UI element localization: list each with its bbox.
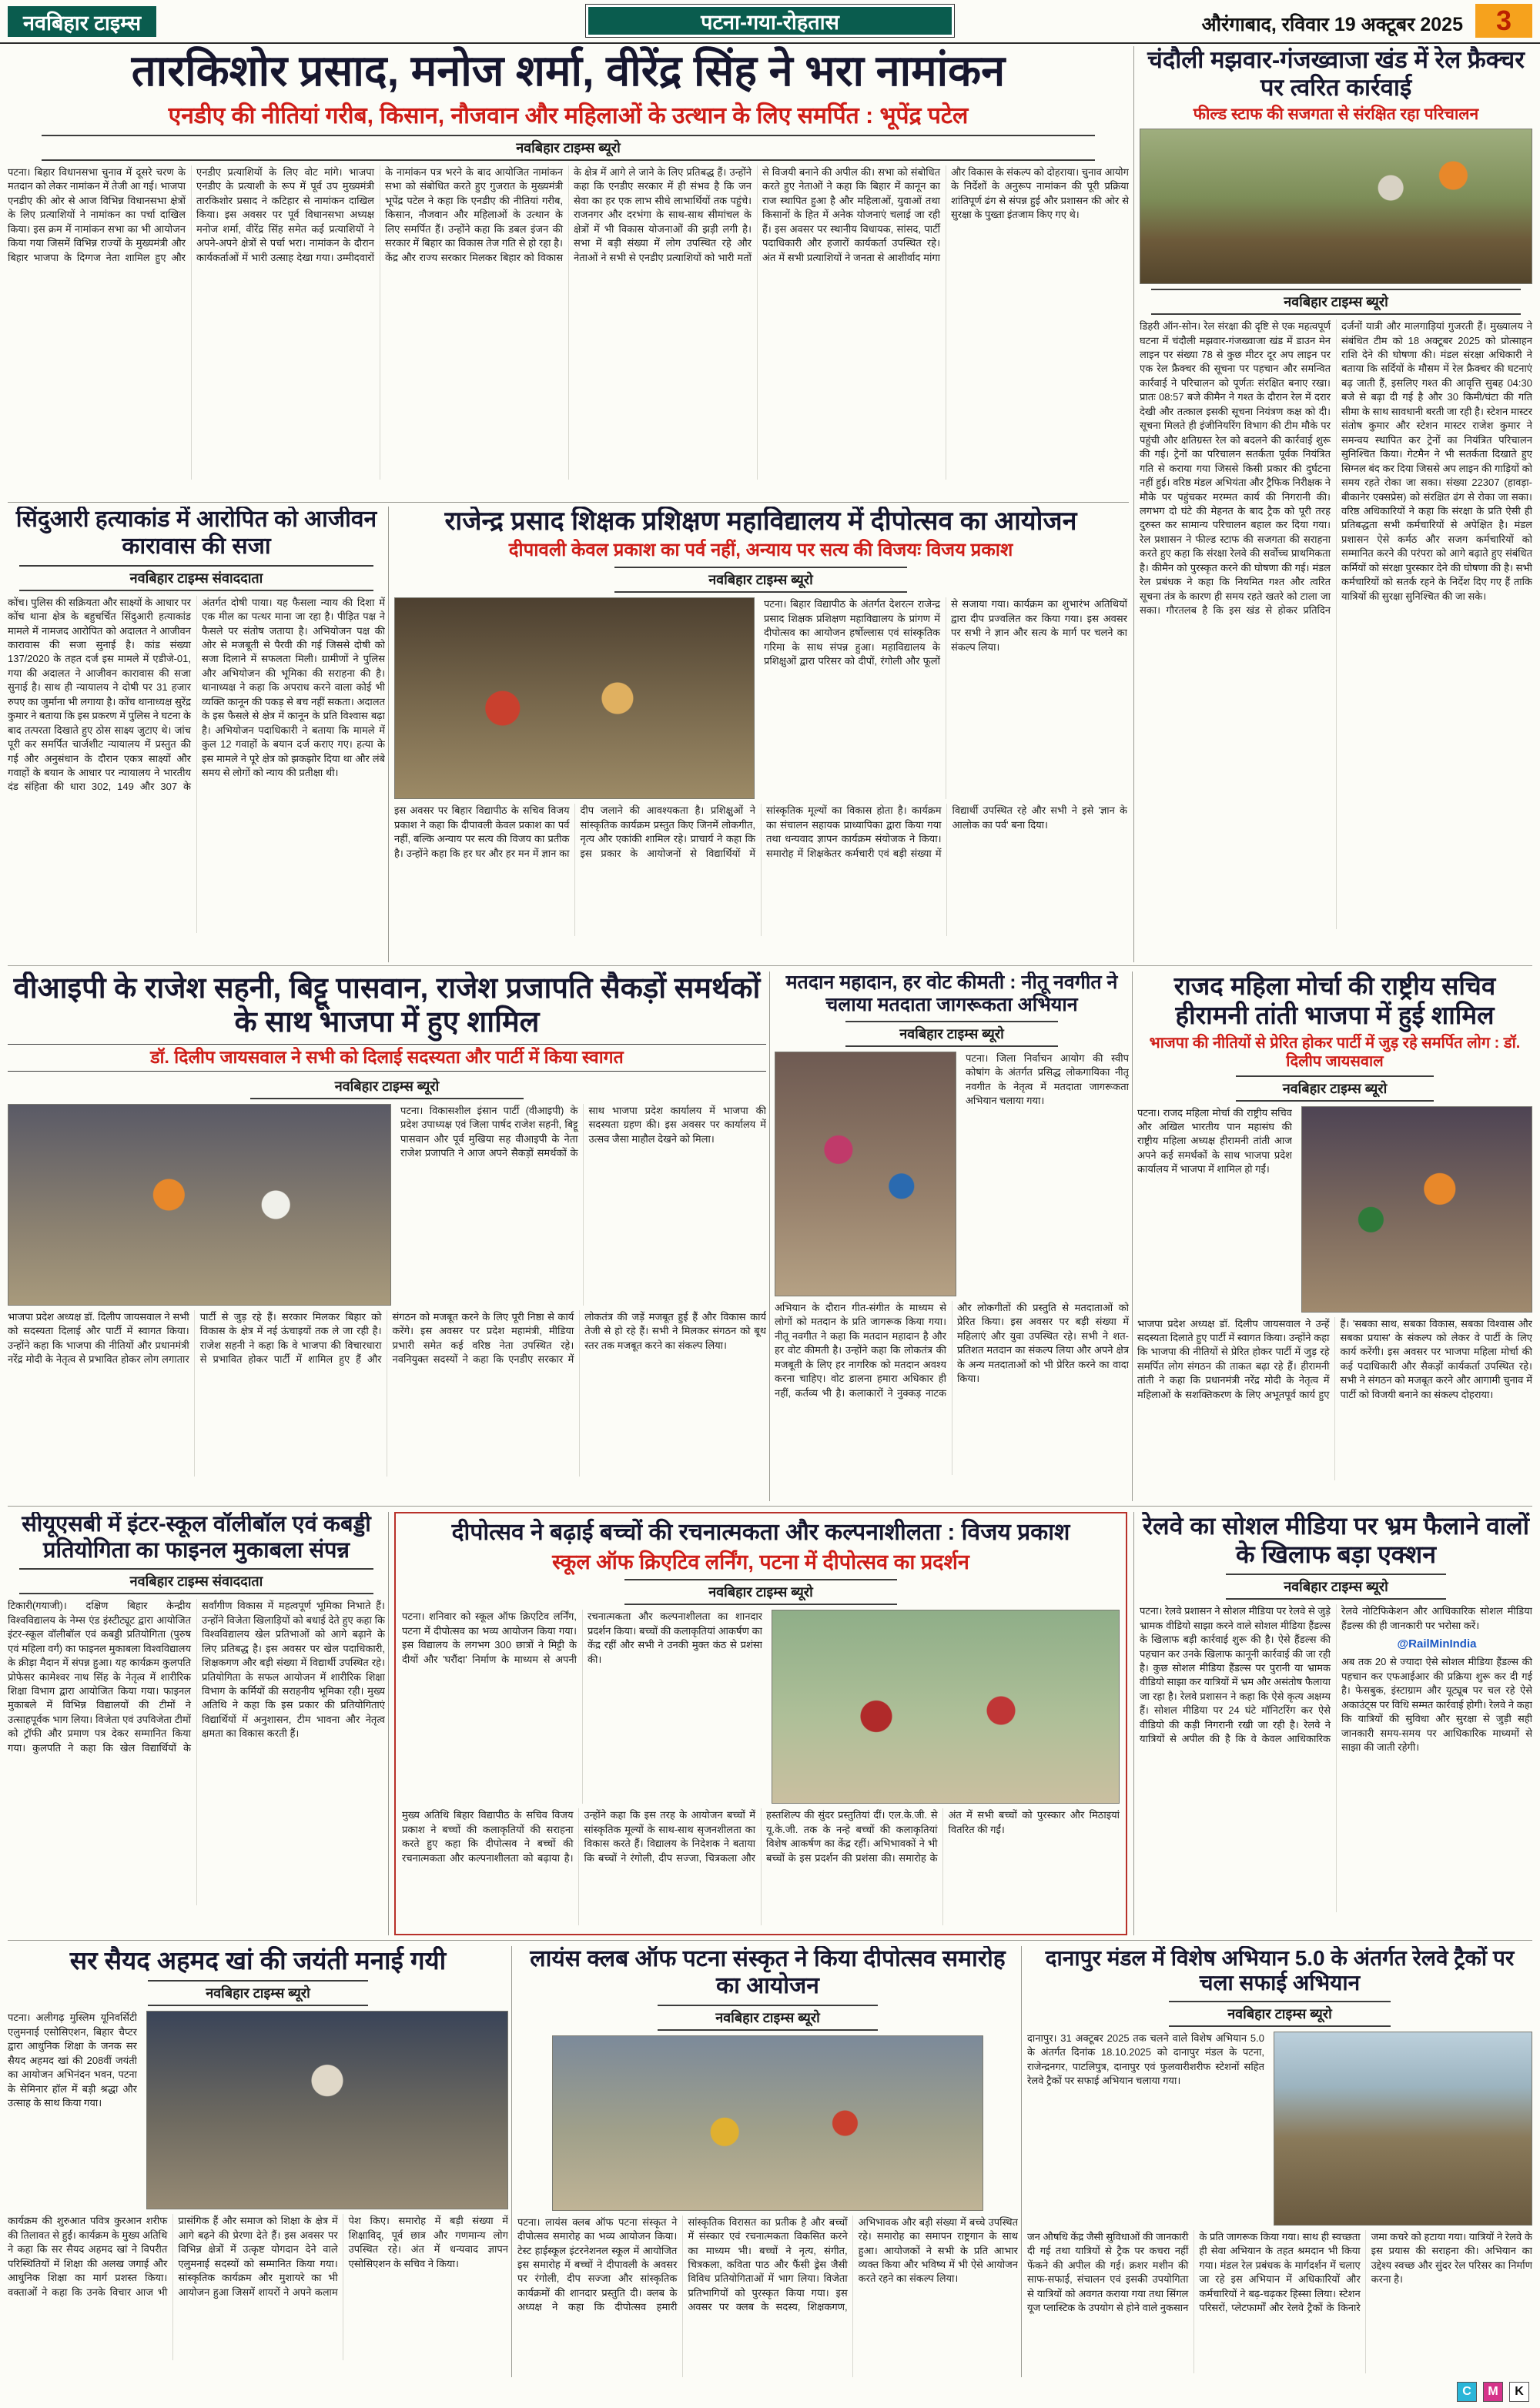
divider	[1133, 46, 1134, 962]
divider	[8, 1506, 1532, 1507]
photo-sir-syed-event	[146, 2011, 508, 2209]
college-body-below: इस अवसर पर बिहार विद्यापीठ के सचिव विजय प्रकाश ने कहा कि दीपावली केवल प्रकाश का पर्व नहीं, बल्कि अन्याय पर सत्य की विजय का प्रतीक है। उन्होंने कहा कि हर घर और हर मन में ज्ञान का दीप जलाने की आवश्यकता है। प्रशिक्षुओं ने सांस्कृतिक कार्यक्रम प्रस्तुत किए जिनमें लोकगीत, नृत्य और एकांकी शामिल रहे। प्राचार्य ने कहा कि इस प्रकार के आयोजनों से विद्यार्थियों में सांस्कृतिक मूल्यों का विकास होता है। कार्यक्रम का संचालन सहायक प्राध्यापिका द्वारा किया गया तथा धन्यवाद ज्ञापन कार्यक्रम संयोजक ने किया। समारोह में शिक्षकेतर कर्मचारी एवं बड़ी संख्या में विद्यार्थी उपस्थित रहे और सभी ने इसे 'ज्ञान के आलोक का पर्व' बना दिया।	[394, 804, 1127, 859]
rail-byline: नवबिहार टाइम्स ब्यूरो	[1151, 289, 1520, 315]
divider	[8, 965, 1532, 966]
lions-byline: नवबिहार टाइम्स ब्यूरो	[658, 2005, 878, 2031]
edition-title: पटना-गया-रोहतास	[588, 7, 952, 35]
college-headline: राजेन्द्र प्रसाद शिक्षक प्रशिक्षण महाविद्यालय में दीपोत्सव का आयोजन	[444, 507, 1077, 536]
photo-danapur-track	[1274, 2032, 1532, 2226]
photo-rail-fracture	[1140, 129, 1532, 284]
creative-body-below: मुख्य अतिथि बिहार विद्यापीठ के सचिव विजय प्रकाश ने बच्चों की कलाकृतियों की सराहना करते हुए कहा कि दीपोत्सव ने बच्चों की रचनात्मकता और कल्पनाशीलता को बढ़ाया है। उन्होंने कहा कि इस तरह के आयोजन बच्चों में सांस्कृतिक मूल्यों के साथ-साथ सृजनशीलता का विकास करते हैं। विद्यालय के निदेशक ने बताया कि बच्चों ने रंगोली, दीप सज्जा, चित्रकला और हस्तशिल्प की सुंदर प्रस्तुतियां दीं। एल.के.जी. से यू.के.जी. तक के नन्हे बच्चों की कलाकृतियां विशेष आकर्षण का केंद्र रहीं। अभिभावकों ने भी बच्चों के इस प्रदर्शन की प्रशंसा की। समारोह के अंत में सभी बच्चों को पुरस्कार और मिठाइयां वितरित की गईं।	[402, 1809, 1120, 1864]
sirsyed-headline: सर सैयद अहमद खां की जयंती मनाई गयी	[69, 1946, 447, 1975]
rail-body: डिहरी ऑन-सोन। रेल संरक्षा की दृष्टि से एक महत्वपूर्ण घटना में चंदौली मझवार-गंजख्वाजा खंड में डाउन मेन लाइन पर संख्या 78 से कुछ मीटर दूर अप लाइन पर एक रेल फ्रैक्चर की सूचना पर पहचान और समन्वित कार्रवाई ने परिचालन को पूर्णतः संरक्षित बनाए रखा। प्रातः 08:57 बजे कीमैन ने गश्त के दौरान रेल में दरार देखी और तत्काल इसकी सूचना नियंत्रण कक्ष को दी। सूचना मिलते ही इंजीनियरिंग विभाग की टीम मौके पर पहुंची और क्षतिग्रस्त रेल को बदलने की कार्रवाई शुरू की गई। ट्रेनों का परिचालन सतर्कता पूर्वक नियंत्रित गति से कराया गया जिससे किसी प्रकार की दुर्घटना नहीं हुई। वरिष्ठ मंडल अभियंता और ट्रैफिक निरीक्षक ने मौके पर पहुंचकर मरम्मत कार्य की निगरानी की। लगभग दो घंटे की मेहनत के बाद ट्रैक को पूरी तरह दुरुस्त कर सामान्य परिचालन बहाल कर दिया गया। रेल प्रशासन ने फील्ड स्टाफ की सजगता की सराहना करते हुए कहा कि संरक्षा रेलवे की सर्वोच्च प्राथमिकता है। कीमैन को पुरस्कृत करने की घोषणा की गई। मंडल रेल प्रबंधक ने कहा कि नियमित गश्त और त्वरित सूचना तंत्र के कारण ही समय रहते खतरे को टाला जा सका। गौरतलब है कि इस खंड से होकर प्रतिदिन दर्जनों यात्री और मालगाड़ियां गुजरती हैं। मुख्यालय ने संबंधित टीम को 18 अक्टूबर 2025 को प्रोत्साहन राशि देने की घोषणा की। मंडल संरक्षा अधिकारी ने बताया कि सर्दियों के मौसम में रेल फ्रैक्चर की घटनाएं बढ़ जाती हैं, इसलिए गश्त की आवृत्ति सुबह 04:30 बजे से बढ़ा दी गई है और 30 किमी/घंटा की गति सीमा के साथ सावधानी बरती जा रही है। स्टेशन मास्टर संतोष कुमार और स्टेशन मास्टर राजेश कुमार ने समन्वय स्थापित कर ट्रेनों का नियंत्रित परिचालन सुनिश्चित किया। गेटमैन ने भी सतर्कता दिखाते हुए सिग्नल बंद कर दिया जिससे अप लाइन की गाड़ियों को समय रहते रोका जा सका। संख्या 22307 (हावड़ा-बीकानेर एक्सप्रेस) को संरक्षित ढंग से रोका जा सका। वरिष्ठ अधिकारियों ने कहा कि संरक्षा के प्रति ऐसी ही प्रतिबद्धता सभी कर्मचारियों से अपेक्षित है। मंडल प्रशासन ऐसे कर्मठ और सजग कर्मचारियों को सम्मानित करने की परंपरा को आगे बढ़ाते हुए संबंधित कर्मियों को संरक्षा पुरस्कार देने की घोषणा की है। सभी कर्मचारियों को सतर्क रहने के निर्देश दिए गए हैं ताकि यात्रियों की सुरक्षा सुनिश्चित की जा सके।	[1140, 320, 1532, 617]
article-danapur-drive	[1027, 1946, 1532, 2377]
article-creative-deepotsav	[394, 1512, 1127, 1935]
article-vip-bjp	[8, 972, 766, 1501]
railsocial-body-part1: पटना। रेलवे प्रशासन ने सोशल मीडिया पर रेलवे से जुड़े भ्रामक वीडियो साझा करने वाले सोशल मीडिया हैंडल्स के खिलाफ बड़ी कार्रवाई शुरू की है। ऐसे हैंडल्स की पहचान कर उनके खिलाफ कानूनी कार्रवाई की जा रही है। कुछ सोशल मीडिया हैंडल्स पर पुरानी या भ्रामक वीडियो साझा कर यात्रियों में भ्रम और असंतोष फैलाया जा रहा है। रेलवे प्रशासन ने कहा कि ऐसे कृत्य अक्षम्य हैं। सोशल मीडिया पर 24 घंटे मॉनिटरिंग कर ऐसे वीडियो की कड़ी निगरानी रखी जा रही है। रेलवे ने यात्रियों से अपील की है कि वे केवल आधिकारिक रेलवे नोटिफिकेशन और आधिकारिक सोशल मीडिया हैंडल्स की ही जानकारी पर भरोसा करें।	[1140, 1605, 1532, 1745]
matdan-headline: मतदान महादान, हर वोट कीमती : नीतू नवगीत ने चलाया मतदाता जागरूकता अभियान	[785, 972, 1118, 1015]
photo-lions-event	[552, 2035, 983, 2211]
lead-body: पटना। बिहार विधानसभा चुनाव में दूसरे चरण के मतदान को लेकर नामांकन में तेजी आ गई। भाजपा एनडीए की ओर से आज विभिन्न विधानसभा क्षेत्रों के लिए प्रत्याशियों ने नामांकन का पर्चा दाखिल किया। इस क्रम में नामांकन सभा का भी आयोजन किया गया जिसमें विभिन्न राज्यों के मुख्यमंत्री और बिहार भाजपा के दिग्गज नेता शामिल हुए और एनडीए प्रत्याशियों के लिए वोट मांगे। भाजपा एनडीए के प्रत्याशी के रूप में पूर्व उप मुख्यमंत्री तारकिशोर प्रसाद ने कटिहार से नामांकन दाखिल किया। इस अवसर पर पूर्व विधानसभा अध्यक्ष मनोज शर्मा, वीरेंद्र सिंह समेत कई प्रत्याशियों ने अपने-अपने क्षेत्रों से पर्चा भरा। नामांकन के दौरान कार्यकर्ताओं में भारी उत्साह देखा गया। उम्मीदवारों के नामांकन पत्र भरने के बाद आयोजित नामांकन सभा को संबोधित करते हुए गुजरात के मुख्यमंत्री भूपेंद्र पटेल ने कहा कि एनडीए की नीतियां गरीब, किसान, नौजवान और महिलाओं के उत्थान के लिए समर्पित हैं। उन्होंने कहा कि डबल इंजन की सरकार में बिहार का विकास तेज गति से हो रहा है। केंद्र और राज्य सरकार मिलकर बिहार को विकास के क्षेत्र में आगे ले जाने के लिए प्रतिबद्ध हैं। उन्होंने कहा कि एनडीए सरकार में ही संभव है कि जन सेवा का हर एक लाभ सीधे लाभार्थियों तक पहुंचे। राजनगर और दरभंगा के साथ-साथ सीमांचल के क्षेत्रों में भी विकास योजनाओं की झड़ी लगी है। सभा में बड़ी संख्या में लोग उपस्थित रहे और नेताओं ने सभी से एनडीए प्रत्याशियों को भारी मतों से विजयी बनाने की अपील की। सभा को संबोधित करते हुए नेताओं ने कहा कि बिहार में कानून का राज स्थापित हुआ है और महिलाओं, युवाओं तथा किसानों के हित में अनेक योजनाएं चलाई जा रही हैं। इस अवसर पर स्थानीय विधायक, सांसद, पार्टी पदाधिकारी और हजारों कार्यकर्ता उपस्थित रहे। अंत में सभी प्रत्याशियों ने जनता से आशीर्वाद मांगा और विकास के संकल्प को दोहराया। चुनाव आयोग के निर्देशों के अनुरूप नामांकन की पूरी प्रक्रिया शांतिपूर्ण ढंग से संपन्न हुई और प्रशासन की ओर से सुरक्षा के पुख्ता इंतजाम किए गए थे।	[8, 166, 1129, 263]
article-lions-deepotsav	[517, 1946, 1018, 2377]
black-mark: K	[1509, 2382, 1529, 2402]
divider	[1133, 1512, 1134, 1935]
edition-box	[585, 4, 955, 38]
rjd-byline: नवबिहार टाइम्स ब्यूरो	[1236, 1075, 1434, 1102]
rjd-headline: राजद महिला मोर्चा की राष्ट्रीय सचिव हीरामनी तांती भाजपा में हुई शामिल	[1173, 972, 1496, 1030]
header-rule	[0, 42, 1540, 44]
vip-byline: नवबिहार टाइम्स ब्यूरो	[250, 1075, 524, 1099]
vip-headline: वीआइपी के राजेश सहनी, बिट्टू पासवान, राजेश प्रजापति सैकड़ों समर्थकों के साथ भाजपा में हुए शामिल	[13, 972, 761, 1039]
vip-body-below: भाजपा प्रदेश अध्यक्ष डॉ. दिलीप जायसवाल ने सभी को सदस्यता दिलाई और पार्टी में स्वागत किया। उन्होंने कहा कि भाजपा की नीतियों और प्रधानमंत्री नरेंद्र मोदी के नेतृत्व से प्रभावित होकर लोग लगातार पार्टी से जुड़ रहे हैं। सरकार मिलकर बिहार को विकास के क्षेत्र में नई ऊंचाइयों तक ले जा रही है। राजेश सहनी ने कहा कि वे भाजपा की विचारधारा से प्रभावित होकर पार्टी में शामिल हुए हैं और संगठन को मजबूत करने के लिए पूरी निष्ठा से कार्य करेंगे। इस अवसर पर प्रदेश महामंत्री, मीडिया प्रभारी समेत कई वरिष्ठ नेता उपस्थित रहे। नवनियुक्त सदस्यों ने कहा कि एनडीए सरकार में लोकतंत्र की जड़ें मजबूत हुई हैं और विकास कार्य तेजी से हो रहे हैं। सभी ने मिलकर संगठन को बूथ स्तर तक मजबूत करने का संकल्प लिया।	[8, 1310, 766, 1366]
photo-vip-joining	[8, 1104, 391, 1306]
lead-subhead: एनडीए की नीतियां गरीब, किसान, नौजवान और महिलाओं के उत्थान के लिए समर्पित : भूपेंद्र पटेल	[168, 102, 969, 129]
masthead: नवबिहार टाइम्स	[8, 6, 156, 37]
college-byline: नवबिहार टाइम्स ब्यूरो	[614, 567, 908, 593]
lead-byline: नवबिहार टाइम्स ब्यूरो	[42, 135, 1096, 161]
danapur-body-below: जन औषधि केंद्र जैसी सुविधाओं की जानकारी दी गई तथा यात्रियों से ट्रैक पर कचरा नहीं फेंकने की अपील की गई। क्रशर मशीन की साफ-सफाई, संचालन एवं इसकी उपयोगिता से यात्रियों को अवगत कराया गया तथा सिंगल यूज प्लास्टिक के उपयोग से होने वाले नुकसान के प्रति जागरूक किया गया। साथ ही स्वच्छता ही सेवा अभियान के तहत श्रमदान भी किया गया। मंडल रेल प्रबंधक के मार्गदर्शन में चलाए जा रहे इस अभियान में अधिकारियों और कर्मचारियों ने बढ़-चढ़कर हिस्सा लिया। स्टेशन परिसरों, प्लेटफार्मों और रेलवे ट्रैकों के किनारे जमा कचरे को हटाया गया। यात्रियों ने रेलवे के इस प्रयास की सराहना की। अभियान का उद्देश्य स्वच्छ और सुंदर रेल परिसर का निर्माण करना है।	[1027, 2230, 1532, 2314]
rjd-body-below: भाजपा प्रदेश अध्यक्ष डॉ. दिलीप जायसवाल ने उन्हें सदस्यता दिलाते हुए पार्टी में स्वागत किया। उन्होंने कहा कि भाजपा की नीतियों से प्रेरित होकर पार्टी में जुड़ रहे समर्पित लोग संगठन की ताकत बढ़ा रहे हैं। हीरामनी तांती ने कहा कि प्रधानमंत्री नरेंद्र मोदी के नेतृत्व में महिलाओं के सशक्तिकरण के लिए अभूतपूर्व कार्य हुए हैं। 'सबका साथ, सबका विकास, सबका विश्वास और सबका प्रयास' के संकल्प को लेकर वे पार्टी के लिए कार्य करेंगी। इस अवसर पर भाजपा महिला मोर्चा की कई पदाधिकारी और सैकड़ों कार्यकर्ता उपस्थित रहे। सभी ने संगठन को मजबूत करने और आगामी चुनाव में पार्टी को विजयी बनाने का संकल्प दोहराया।	[1137, 1317, 1532, 1400]
lead-headline: तारकिशोर प्रसाद, मनोज शर्मा, वीरेंद्र सिंह ने भरा नामांकन	[131, 46, 1006, 95]
vip-subhead: डॉ. दिलीप जायसवाल ने सभी को दिलाई सदस्यता और पार्टी में किया स्वागत	[8, 1044, 766, 1072]
rail-headline: चंदौली मझवार-गंजख्वाजा खंड में रेल फ्रैक्चर पर त्वरित कार्रवाई	[1147, 46, 1525, 101]
article-sindhuari	[8, 507, 385, 962]
railsocial-byline: नवबिहार टाइम्स ब्यूरो	[1226, 1574, 1446, 1600]
railsocial-body-part2: अब तक 20 से ज्यादा ऐसे सोशल मीडिया हैंडल्स की पहचान कर एफआईआर की प्रक्रिया शुरू कर दी गई है। फेसबुक, इंस्टाग्राम और यूट्यूब पर चल रहे ऐसे अकाउंट्स पर विधि सम्मत कार्रवाई होगी। रेलवे ने कहा कि यात्रियों की सुविधा और सुरक्षा से जुड़ी सही जानकारी समय-समय पर आधिकारिक माध्यमों से साझा की जाती रहेगी।	[1341, 1656, 1532, 1754]
article-lead	[8, 46, 1129, 499]
divider	[388, 507, 389, 962]
railsocial-body	[1140, 1604, 1532, 1912]
creative-byline: नवबिहार टाइम्स ब्यूरो	[624, 1579, 897, 1605]
article-railway-social	[1140, 1512, 1532, 1935]
college-body-side: पटना। बिहार विद्यापीठ के अंतर्गत देशरत्न राजेन्द्र प्रसाद शिक्षक प्रशिक्षण महाविद्यालय के प्रांगण में दीपोत्सव का आयोजन हर्षोल्लास एवं सांस्कृतिक गरिमा के साथ संपन्न हुआ। महाविद्यालय के प्रशिक्षुओं द्वारा परिसर को दीपों, रंगोली और फूलों से सजाया गया। कार्यक्रम का शुभारंभ अतिथियों द्वारा दीप प्रज्वलित कर किया गया। इस अवसर पर सभी ने ज्ञान और सत्य के मार्ग पर चलने का संकल्प लिया।	[764, 598, 1127, 667]
danapur-body-side: दानापुर। 31 अक्टूबर 2025 तक चलने वाले विशेष अभियान 5.0 के अंतर्गत दिनांक 18.10.2025 को दानापुर मंडल के पटना, राजेन्द्रनगर, पाटलिपुत्र, दानापुर एवं फुलवारीशरीफ स्टेशनों सहित रेलवे ट्रैकों पर सफाई अभियान चलाया गया।	[1027, 2032, 1264, 2087]
photo-college-deepotsav	[394, 597, 755, 799]
photo-creative-school	[772, 1610, 1120, 1804]
cusb-body: टिकारी(गयाजी)। दक्षिण बिहार केन्द्रीय विश्वविद्यालय के नेम्स एंड इंस्टीट्यूट द्वारा आयोजित इंटर-स्कूल वॉलीबॉल एवं कबड्डी प्रतियोगिता (पुरुष एवं महिला वर्ग) का फाइनल मुकाबला विश्वविद्यालय के क्रीड़ा मैदान में संपन्न हुआ। यह कार्यक्रम कुलपति प्रोफेसर कामेश्वर नाथ सिंह के नेतृत्व में शारीरिक शिक्षा विभाग द्वारा आयोजित किया गया। फाइनल मुकाबले में विभिन्न विद्यालयों की टीमों ने उत्साहपूर्वक भाग लिया। विजेता एवं उपविजेता टीमों को ट्रॉफी और प्रमाण पत्र देकर सम्मानित किया गया। कुलपति ने कहा कि खेल विद्यार्थियों के सर्वांगीण विकास में महत्वपूर्ण भूमिका निभाते हैं। उन्होंने विजेता खिलाड़ियों को बधाई देते हुए कहा कि विश्वविद्यालय खेल प्रतिभाओं को आगे बढ़ाने के लिए प्रतिबद्ध है। इस अवसर पर खेल पदाधिकारी, शिक्षकगण और बड़ी संख्या में विद्यार्थी उपस्थित रहे। प्रतियोगिता के सफल आयोजन में शारीरिक शिक्षा विभाग के कर्मियों की सराहनीय भूमिका रही। मुख्य अतिथि ने कहा कि इस प्रकार की प्रतियोगिताएं विद्यार्थियों में अनुशासन, टीम भावना और नेतृत्व क्षमता का विकास करती हैं।	[8, 1600, 385, 1754]
article-cusb-sports	[8, 1512, 385, 1935]
photo-rjd-joining	[1301, 1106, 1532, 1313]
divider	[1021, 1946, 1022, 2377]
divider	[8, 1940, 1532, 1941]
creative-body-side: पटना। शनिवार को स्कूल ऑफ क्रिएटिव लर्निंग, पटना में दीपोत्सव का भव्य आयोजन किया गया। इस विद्यालय के लगभग 300 छात्रों ने मिट्टी के दीयों और 'घरौंदा' निर्माण के माध्यम से अपनी रचनात्मकता और कल्पनाशीलता का शानदार प्रदर्शन किया। बच्चों की कलाकृतियां आकर्षण का केंद्र रहीं और सभी ने उनकी मुक्त कंठ से प्रशंसा की।	[402, 1610, 762, 1665]
cusb-headline: सीयूएसबी में इंटर-स्कूल वॉलीबॉल एवं कबड्डी प्रतियोगिता का फाइनल मुकाबला संपन्न	[22, 1512, 371, 1563]
rjd-body-side: पटना। राजद महिला मोर्चा की राष्ट्रीय सचिव और अखिल भारतीय पान महासंघ की राष्ट्रीय महिला अध्यक्ष हीरामनी तांती आज अपने कई समर्थकों के साथ भाजपा प्रदेश कार्यालय में भाजपा में शामिल हो गईं।	[1137, 1106, 1292, 1176]
article-rjd-bjp	[1137, 972, 1532, 1501]
sirsyed-byline: नवबिहार टाइम्स ब्यूरो	[148, 1980, 368, 2006]
creative-subhead: स्कूल ऑफ क्रिएटिव लर्निंग, पटना में दीपोत्सव का प्रदर्शन	[552, 1550, 969, 1574]
sindhuari-body: कोंच। पुलिस की सक्रियता और साक्ष्यों के आधार पर कोंच थाना क्षेत्र के बहुचर्चित सिंदुआरी हत्याकांड मामले में नामजद आरोपित को अदालत ने आजीवन कारावास की सजा सुनाई है। कांड संख्या 137/2020 के तहत दर्ज इस मामले में एडीजे-01, गया की अदालत ने आजीवन कारावास की सजा सुनाई है। साथ ही न्यायालय ने दोषी पर 31 हजार रुपए का जुर्माना भी लगाया है। कोंच थानाध्यक्ष सुरेंद्र कुमार ने बताया कि इस प्रकरण में पुलिस ने घटना के बाद तत्परता दिखाते हुए ठोस साक्ष्य जुटाए थे। जांच पूरी कर समर्पित चार्जशीट न्यायालय में प्रस्तुत की गई और अनुसंधान के दौरान एकत्र साक्ष्यों और गवाहों के बयान के आधार पर न्यायालय ने भारतीय दंड संहिता की धारा 302, 149 और 307 के अंतर्गत दोषी पाया। यह फैसला न्याय की दिशा में एक मील का पत्थर माना जा रहा है। पीड़ित पक्ष ने फैसले पर संतोष जताया है। अभियोजन पक्ष की ओर से मजबूती से पैरवी की गई जिससे दोषी को सजा दिलाने में सफलता मिली। ग्रामीणों ने पुलिस और अभियोजन की भूमिका की सराहना की है। थानाध्यक्ष ने कहा कि अपराध करने वाला कोई भी व्यक्ति कानून की पकड़ से बच नहीं सकता। अदालत के इस फैसले से क्षेत्र में कानून के प्रति विश्वास बढ़ा है। अभियोजन पदाधिकारी ने बताया कि मामले में कुल 12 गवाहों के बयान दर्ज कराए गए। हत्या के इस मामले ने पूरे क्षेत्र को झकझोर दिया था और लंबे समय से लोगों को न्याय की प्रतीक्षा थी।	[8, 596, 385, 793]
divider	[511, 1946, 512, 2377]
sirsyed-body-side: पटना। अलीगढ़ मुस्लिम यूनिवर्सिटी एलुमनाई एसोसिएशन, बिहार चैप्टर द्वारा आधुनिक शिक्षा के जनक सर सैयद अहमद खां की 208वीं जयंती का आयोजन अभिनंदन भवन, पटना के सेमिनार हॉल में बड़ी श्रद्धा और उत्साह के साथ किया गया।	[8, 2012, 137, 2109]
magenta-mark: M	[1483, 2382, 1503, 2402]
cyan-mark: C	[1457, 2382, 1477, 2402]
danapur-headline: दानापुर मंडल में विशेष अभियान 5.0 के अंतर्गत रेलवे ट्रैकों पर चला सफाई अभियान	[1045, 1946, 1515, 1995]
photo-matdan-campaign	[775, 1052, 956, 1296]
sirsyed-body-below: कार्यक्रम की शुरुआत पवित्र कुरआन शरीफ की तिलावत से हुई। कार्यक्रम के मुख्य अतिथि ने कहा कि सर सैयद अहमद खां ने विपरीत परिस्थितियों में शिक्षा की अलख जगाई और आधुनिक शिक्षा का मार्ग प्रशस्त किया। वक्ताओं ने कहा कि उनके विचार आज भी प्रासंगिक हैं और समाज को शिक्षा के क्षेत्र में आगे बढ़ने की प्रेरणा देते हैं। इस अवसर पर विभिन्न क्षेत्रों में उत्कृष्ट योगदान देने वाले एलुमनाई सदस्यों को सम्मानित किया गया। सांस्कृतिक कार्यक्रम और मुशायरे का भी आयोजन हुआ जिसमें शायरों ने अपने कलाम पेश किए। समारोह में बड़ी संख्या में शिक्षाविद्, पूर्व छात्र और गणमान्य लोग उपस्थित रहे। अंत में धन्यवाद ज्ञापन एसोसिएशन के सचिव ने किया।	[8, 2215, 508, 2298]
article-college-deepotsav	[394, 507, 1127, 962]
divider	[1132, 972, 1133, 1501]
sindhuari-headline: सिंदुआरी हत्याकांड में आरोपित को आजीवन कारावास की सजा	[15, 507, 377, 559]
divider	[388, 1512, 389, 1935]
matdan-body-below: अभियान के दौरान गीत-संगीत के माध्यम से लोगों को मतदान के प्रति जागरूक किया गया। नीतू नवगीत ने कहा कि मतदान महादान है और हर वोट कीमती है। उन्होंने कहा कि लोकतंत्र की मजबूती के लिए हर नागरिक को मतदान अवश्य करना चाहिए। वोट डालना हमारा अधिकार ही नहीं, कर्तव्य भी है। कलाकारों ने नुक्कड़ नाटक और लोकगीतों की प्रस्तुति से मतदाताओं को प्रेरित किया। इस अवसर पर बड़ी संख्या में महिलाएं और युवा उपस्थित रहे। सभी ने शत-प्रतिशत मतदान का संकल्प लिया और अपने क्षेत्र के अन्य मतदाताओं को भी प्रेरित करने का वादा किया।	[775, 1302, 1129, 1399]
matdan-byline: नवबिहार टाइम्स ब्यूरो	[845, 1021, 1058, 1047]
print-registration-marks	[1457, 2382, 1529, 2402]
lions-headline: लायंस क्लब ऑफ पटना संस्कृत ने किया दीपोत्सव समारोह का आयोजन	[530, 1946, 1006, 1998]
lions-body: पटना। लायंस क्लब ऑफ पटना संस्कृत ने दीपोत्सव समारोह का भव्य आयोजन किया। टेस्ट हाईस्कूल इंटरनेशनल स्कूल में आयोजित इस समारोह में बच्चों ने दीपावली के अवसर पर रंगोली, दीप सज्जा और सांस्कृतिक कार्यक्रमों की शानदार प्रस्तुति दी। क्लब के अध्यक्ष ने कहा कि दीपोत्सव हमारी सांस्कृतिक विरासत का प्रतीक है और बच्चों में संस्कार एवं रचनात्मकता विकसित करने का माध्यम भी। बच्चों ने नृत्य, संगीत, चित्रकला, कविता पाठ और फैंसी ड्रेस जैसी विविध प्रतियोगिताओं में भाग लिया। विजेता प्रतिभागियों को पुरस्कृत किया गया। इस अवसर पर क्लब के सदस्य, शिक्षकगण, अभिभावक और बड़ी संख्या में बच्चे उपस्थित रहे। समारोह का समापन राष्ट्रगान के साथ हुआ। आयोजकों ने सभी के प्रति आभार व्यक्त किया और भविष्य में भी ऐसे आयोजन करते रहने का संकल्प लिया।	[517, 2216, 1018, 2313]
divider	[769, 972, 770, 1501]
article-rail-fracture	[1140, 46, 1532, 962]
cusb-byline: नवबिहार टाइम्स संवाददाता	[19, 1568, 374, 1594]
article-matdan	[775, 972, 1129, 1501]
railway-twitter-handle: @RailMinIndia	[1397, 1637, 1477, 1651]
dateline: औरंगाबाद, रविवार 19 अक्टूबर 2025	[1201, 14, 1463, 35]
divider	[8, 502, 1129, 503]
railsocial-headline: रेलवे का सोशल मीडिया पर भ्रम फैलाने वालों के खिलाफ बड़ा एक्शन	[1142, 1512, 1530, 1569]
matdan-body-side: पटना। जिला निर्वाचन आयोग की स्वीप कोषांग के अंतर्गत प्रसिद्ध लोकगायिका नीतू नवगीत के नेतृत्व में मतदाता जागरूकता अभियान चलाया गया।	[966, 1052, 1129, 1107]
sindhuari-byline: नवबिहार टाइम्स संवाददाता	[19, 565, 374, 591]
page-number: 3	[1475, 4, 1532, 38]
rjd-subhead: भाजपा की नीतियों से प्रेरित होकर पार्टी में जुड़ रहे समर्पित लोग : डॉ. दिलीप जायसवाल	[1149, 1034, 1521, 1070]
creative-headline: दीपोत्सव ने बढ़ाई बच्चों की रचनात्मकता और कल्पनाशीलता : विजय प्रकाश	[451, 1520, 1070, 1545]
danapur-byline: नवबिहार टाइम्स ब्यूरो	[1169, 2001, 1391, 2027]
vip-body-side: पटना। विकासशील इंसान पार्टी (वीआइपी) के प्रदेश उपाध्यक्ष एवं जिला पार्षद राजेश सहनी, बिट्टू पासवान और पूर्व मुखिया सह वीआइपी के नेता राजेश प्रजापति ने आज अपने सैकड़ों समर्थकों के साथ भाजपा प्रदेश कार्यालय में भाजपा की सदस्यता ग्रहण की। इस अवसर पर कार्यालय में उत्सव जैसा माहौल देखने को मिला।	[400, 1104, 766, 1159]
rail-subhead: फील्ड स्टाफ की सजगता से संरक्षित रहा परिचालन	[1193, 105, 1479, 123]
article-sir-syed	[8, 1946, 508, 2377]
college-subhead: दीपावली केवल प्रकाश का पर्व नहीं, अन्याय पर सत्य की विजयः विजय प्रकाश	[508, 540, 1013, 561]
